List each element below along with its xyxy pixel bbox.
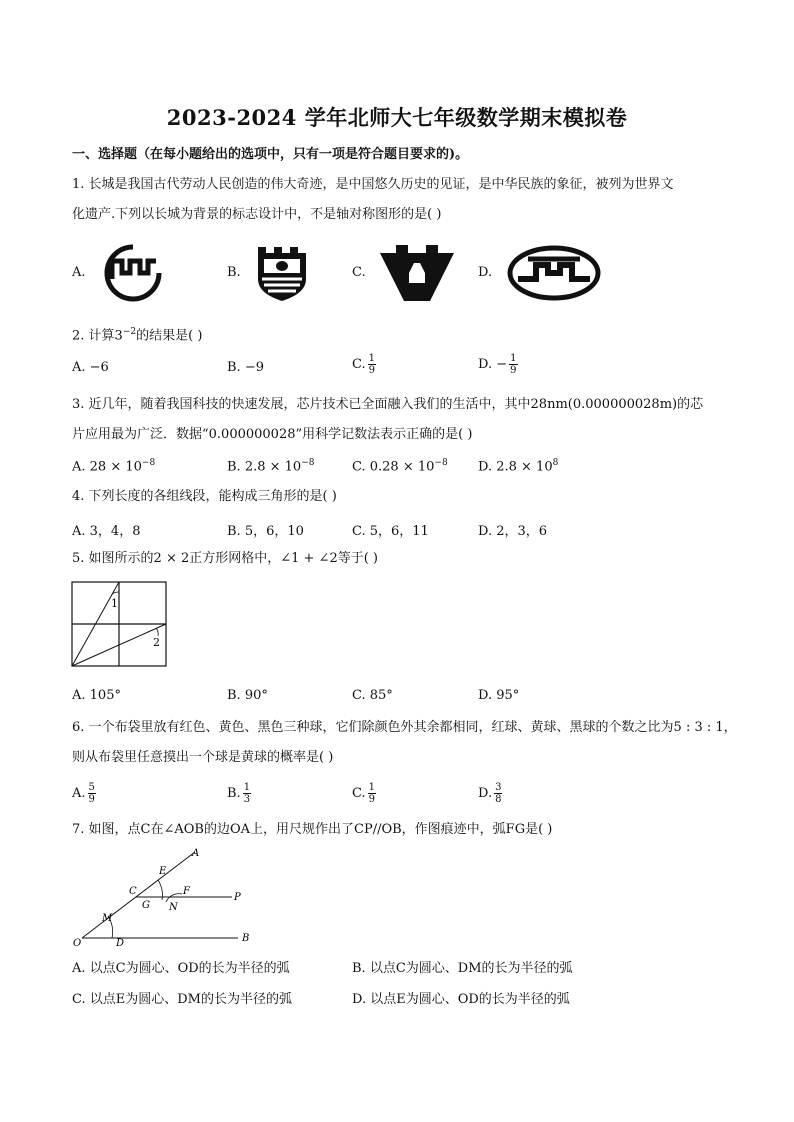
q3-option-d	[478, 458, 558, 474]
q2-exponent: −2	[122, 327, 137, 337]
option-base: C. 0.28 × 10	[352, 459, 435, 475]
q2-option-c-fraction	[368, 353, 376, 376]
q4-option-a: A. 3，4，8	[72, 524, 141, 539]
q2-option-c-label: C.	[352, 357, 366, 372]
fraction-numerator: 1	[510, 353, 517, 364]
point-e-label: E	[159, 866, 167, 877]
q2-option-a: A. −6	[72, 360, 109, 375]
q4-option-c: C. 5，6，11	[352, 524, 429, 539]
q6-stem-line1: 6. 一个布袋里放有红色、黄色、黑色三种球，它们除颜色外其余都相同，红球、黄球、黑球的个数之比为5 : 3 : 1，	[72, 720, 737, 735]
option-exponent: 8	[552, 458, 559, 468]
great-wall-shield-logo-icon	[254, 243, 310, 303]
point-d-label: D	[116, 938, 125, 949]
q6-option-b	[227, 782, 251, 805]
angle-2-label: 2	[153, 636, 160, 649]
q4-option-d: D. 2，3，6	[478, 524, 548, 539]
great-wall-circle-logo-icon	[100, 243, 166, 303]
fraction-numerator: 5	[88, 782, 95, 793]
q2-stem	[72, 322, 202, 346]
q5-option-c: C. 85°	[352, 688, 393, 703]
option-base: D. 2.8 × 10	[478, 459, 553, 475]
q2-stem-suffix: 的结果是( )	[136, 328, 203, 344]
option-fraction	[88, 782, 96, 805]
option-exponent: −8	[434, 458, 448, 468]
q7-stem: 7. 如图，点C在∠AOB的边OA上，用尺规作出了CP//OB，作图痕迹中，弧FG是( )	[72, 822, 553, 837]
point-o-label: O	[73, 938, 82, 949]
section-heading: 一、选择题（在每小题给出的选项中，只有一项是符合题目要求的)。	[72, 147, 469, 162]
grid-angle-figure	[70, 580, 170, 670]
q5-option-b: B. 90°	[227, 688, 268, 703]
point-n-label: N	[169, 902, 178, 913]
option-exponent: −8	[301, 458, 315, 468]
point-c-label: C	[129, 886, 137, 897]
q6-option-c	[352, 782, 376, 805]
point-f-label: F	[183, 886, 190, 897]
fraction-denominator: 9	[368, 365, 375, 376]
q7-option-a: A. 以点C为圆心、OD的长为半径的弧	[72, 961, 290, 976]
q3-stem-line1: 3. 近几年，随着我国科技的快速发展，芯片技术已全面融入我们的生活中，其中28nm(0.000000028m)的芯	[72, 397, 704, 412]
option-fraction	[368, 782, 376, 805]
q4-option-b: B. 5，6，10	[227, 524, 304, 539]
q1-stem-line1: 1. 长城是我国古代劳动人民创造的伟大奇迹，是中国悠久历史的见证，是中华民族的象征，被列为世界文	[72, 177, 674, 192]
fraction-numerator: 3	[495, 782, 502, 793]
q3-option-a	[72, 458, 155, 474]
option-label: C.	[352, 786, 366, 801]
ruler-compass-construction-figure	[70, 842, 270, 950]
q2-base: 3	[114, 328, 123, 344]
fraction-denominator: 3	[243, 794, 251, 805]
q3-option-c	[352, 458, 448, 474]
q2-option-d	[478, 353, 518, 376]
great-wall-pentagon-logo-icon	[378, 243, 456, 303]
q3-option-b	[227, 458, 314, 474]
q2-stem-prefix: 2. 计算	[72, 328, 115, 344]
q7-option-b: B. 以点C为圆心、DM的长为半径的弧	[352, 961, 573, 976]
fraction-numerator: 1	[368, 353, 375, 364]
fraction-denominator: 9	[88, 794, 95, 805]
q2-option-d-label: D. −	[478, 357, 508, 372]
q7-option-c: C. 以点E为圆心、DM的长为半径的弧	[72, 992, 292, 1007]
q7-option-d: D. 以点E为圆心、OD的长为半径的弧	[352, 992, 570, 1007]
q6-option-d	[478, 782, 502, 805]
point-p-label: P	[234, 892, 241, 903]
point-m-label: M	[102, 913, 113, 924]
angle-1-label: 1	[111, 597, 118, 610]
q5-option-d: D. 95°	[478, 688, 520, 703]
q3-stem-line2: 片应用最为广泛．数据“0.000000028”用科学记数法表示正确的是( )	[72, 427, 473, 442]
fraction-denominator: 9	[510, 365, 517, 376]
q2-option-b: B. −9	[227, 360, 264, 375]
q6-stem-line2: 则从布袋里任意摸出一个球是黄球的概率是( )	[72, 750, 334, 765]
fraction-numerator: 1	[368, 782, 375, 793]
q2-option-d-fraction	[509, 353, 517, 376]
page-title: 2023-2024 学年北师大七年级数学期末模拟卷	[166, 105, 628, 130]
q5-stem: 5. 如图所示的2 × 2正方形网格中，∠1 + ∠2等于( )	[72, 551, 378, 566]
q1-option-a-label: A.	[72, 265, 86, 280]
great-wall-oval-logo-icon	[506, 245, 602, 301]
q1-option-b-label: B.	[227, 265, 241, 280]
point-a-label: A	[192, 848, 200, 859]
option-exponent: −8	[141, 458, 156, 468]
point-g-label: G	[142, 900, 150, 911]
option-label: A.	[72, 786, 86, 801]
q2-option-c	[352, 353, 376, 376]
option-fraction	[494, 782, 502, 805]
point-b-label: B	[242, 933, 250, 944]
q4-stem: 4. 下列长度的各组线段，能构成三角形的是( )	[72, 489, 337, 504]
fraction-numerator: 1	[243, 782, 251, 793]
q1-option-d-label: D.	[478, 265, 493, 280]
q6-option-a	[72, 782, 96, 805]
option-fraction	[243, 782, 251, 805]
fraction-denominator: 8	[495, 794, 502, 805]
option-label: B.	[227, 786, 241, 801]
fraction-denominator: 9	[368, 794, 375, 805]
q5-option-a: A. 105°	[72, 688, 121, 703]
option-label: D.	[478, 786, 493, 801]
option-base: A. 28 × 10	[72, 459, 142, 475]
option-base: B. 2.8 × 10	[227, 459, 302, 475]
q1-stem-line2: 化遗产.下列以长城为背景的标志设计中，不是轴对称图形的是( )	[72, 207, 442, 222]
q1-option-c-label: C.	[352, 265, 366, 280]
